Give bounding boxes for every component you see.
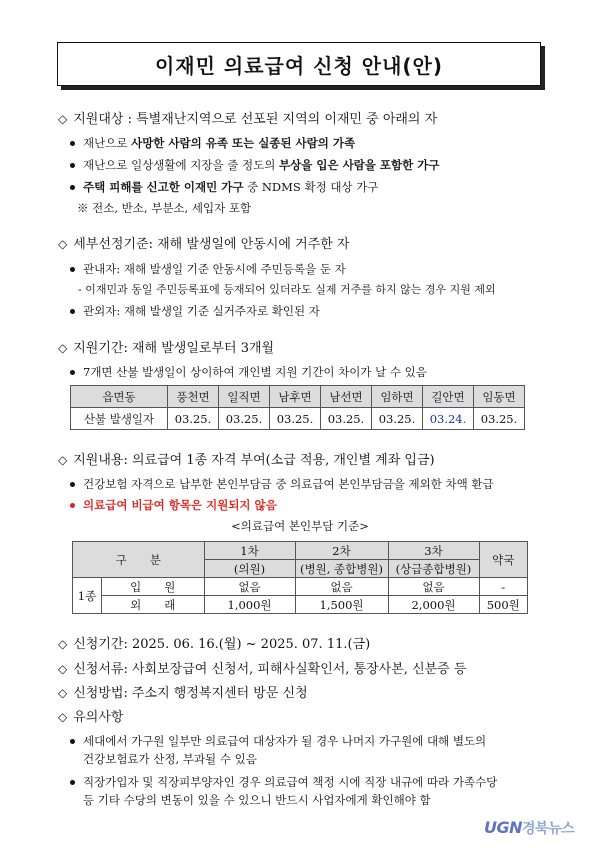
table-cell: 2,000원 — [388, 596, 479, 614]
table-row — [73, 596, 528, 614]
table-cell: 일직면 — [219, 386, 270, 408]
bullet-household: 세대에서 가구원 일부만 의료급여 대상자가 될 경우 나머지 가구원에 대해 별도의 — [70, 733, 486, 749]
table-cell: - — [479, 578, 528, 596]
bullet-nonresident: 관외자: 재해 발생일 기준 실거주자로 확인된 자 — [70, 303, 320, 319]
section-period: ◇ 지원기간: 재해 발생일로부터 3개월 — [58, 341, 275, 356]
bullet-refund: 건강보험 자격으로 납부한 본인부담금 중 의료급여 본인부담금을 제외한 차액 환급 — [70, 476, 494, 492]
fire-date-table — [70, 385, 525, 430]
table-row — [73, 578, 528, 596]
bullet-household-cont: 건강보험료가 산정, 부과될 수 있음 — [83, 752, 257, 766]
bullet-icon — [70, 482, 75, 487]
diamond-icon: ◇ — [58, 637, 68, 651]
diamond-icon: ◇ — [58, 686, 68, 700]
table-cell: 03.25. — [270, 408, 321, 430]
bullet-bereaved: 재난으로 사망한 사람의 유족 또는 실종된 사람의 가족 — [70, 135, 355, 151]
diamond-icon: ◇ — [58, 662, 68, 676]
diamond-icon: ◇ — [58, 112, 68, 126]
bullet-icon — [70, 503, 75, 508]
table-cell: 03.25. — [168, 408, 219, 430]
bullet-resident: 관내자: 재해 발생일 기준 안동시에 주민등록을 둔 자 — [70, 261, 346, 277]
table-cell: 임동면 — [474, 386, 525, 408]
table-cell: 임하면 — [372, 386, 423, 408]
table-header-row — [71, 386, 525, 408]
table-cell: (의원) — [204, 560, 295, 578]
bullet-injured: 재난으로 일상생활에 지장을 줄 정도의 부상을 입은 사람을 포함한 가구 — [70, 157, 439, 173]
bullet-not-covered: 의료급여 비급여 항목은 지원되지 않음 — [70, 497, 277, 513]
title-block — [57, 42, 543, 88]
section-documents: ◇ 신청서류: 사회보장급여 신청서, 피해사실확인서, 통장사본, 신분증 등 — [58, 662, 467, 677]
bullet-employee-cont: 등 기타 수당의 변동이 있을 수 있으니 반드시 사업자에게 확인해야 함 — [83, 793, 431, 807]
table-cell: 없음 — [295, 578, 388, 596]
table-cell: 03.25. — [321, 408, 372, 430]
table-cell: 2차 — [295, 542, 388, 560]
section-benefit: ◇ 지원내용: 의료급여 1종 자격 부여(소급 적용, 개인별 계좌 입금) — [58, 453, 435, 468]
bullet-icon — [70, 141, 75, 146]
table-caption: <의료급여 본인부담 기준> — [231, 519, 369, 533]
table-header-row — [73, 542, 528, 560]
table-cell: 1차 — [204, 542, 295, 560]
news-logo: UGN경북뉴스 — [484, 818, 575, 837]
table-cell: 500원 — [479, 596, 528, 614]
table-cell: 03.25. — [219, 408, 270, 430]
table-cell: (병원, 종합병원) — [295, 560, 388, 578]
bullet-period-note: 7개면 산불 발생일이 상이하여 개인별 지원 기간이 차이가 날 수 있음 — [70, 364, 427, 380]
diamond-icon: ◇ — [58, 453, 68, 467]
bullet-icon — [70, 780, 75, 785]
table-cell: 약국 — [479, 542, 528, 578]
table-cell: 산불 발생일자 — [71, 408, 168, 430]
table-cell: 남선면 — [321, 386, 372, 408]
table-cell: 입 원 — [102, 578, 205, 596]
table-row — [71, 408, 525, 430]
table-cell: 읍면동 — [71, 386, 168, 408]
table-cell: 길안면 — [423, 386, 474, 408]
sub-exclusion: - 이재민과 동일 주민등록표에 등재되어 있더라도 실제 거주를 하지 않는 경우 지원 제외 — [78, 283, 496, 296]
table-cell: 1,000원 — [204, 596, 295, 614]
table-cell: 없음 — [388, 578, 479, 596]
bullet-housing: 주택 피해를 신고한 이재민 가구 중 NDMS 확정 대상 가구 — [70, 179, 378, 195]
table-cell-highlight: 03.24. — [423, 408, 474, 430]
diamond-icon: ◇ — [58, 710, 68, 724]
section-criteria: ◇ 세부선정기준: 재해 발생일에 안동시에 거주한 자 — [58, 237, 350, 252]
section-notes: ◇ 유의사항 — [58, 710, 124, 725]
diamond-icon: ◇ — [58, 237, 68, 251]
table-cell: 1종 — [73, 578, 102, 614]
diamond-icon: ◇ — [58, 341, 68, 355]
bullet-icon — [70, 309, 75, 314]
bullet-employee: 직장가입자 및 직장피부양자인 경우 의료급여 책정 시에 직장 내규에 따라 가족수당 — [70, 774, 497, 790]
section-method: ◇ 신청방법: 주소지 행정복지센터 방문 신청 — [58, 686, 308, 701]
bullet-icon — [70, 370, 75, 375]
table-cell: (상급종합병원) — [388, 560, 479, 578]
table-cell: 남후면 — [270, 386, 321, 408]
bullet-icon — [70, 739, 75, 744]
bullet-icon — [70, 185, 75, 190]
section-target: ◇ 지원대상 : 특별재난지역으로 선포된 지역의 이재민 중 아래의 자 — [58, 112, 438, 127]
bullet-icon — [70, 267, 75, 272]
bullet-icon — [70, 163, 75, 168]
table-cell: 외 래 — [102, 596, 205, 614]
table-cell: 없음 — [204, 578, 295, 596]
table-cell: 03.25. — [474, 408, 525, 430]
table-cell: 3차 — [388, 542, 479, 560]
table-cell: 구 분 — [73, 542, 205, 578]
table-cell: 풍천면 — [168, 386, 219, 408]
table-cell: 03.25. — [372, 408, 423, 430]
note-housing: ※ 전소, 반소, 부분소, 세입자 포함 — [77, 201, 252, 215]
page-title: 이재민 의료급여 신청 안내(안) — [57, 42, 541, 86]
table-cell: 1,500원 — [295, 596, 388, 614]
section-apply-period: ◇ 신청기간: 2025. 06. 16.(월) ~ 2025. 07. 11.(금) — [58, 637, 371, 652]
copay-table — [72, 541, 528, 614]
